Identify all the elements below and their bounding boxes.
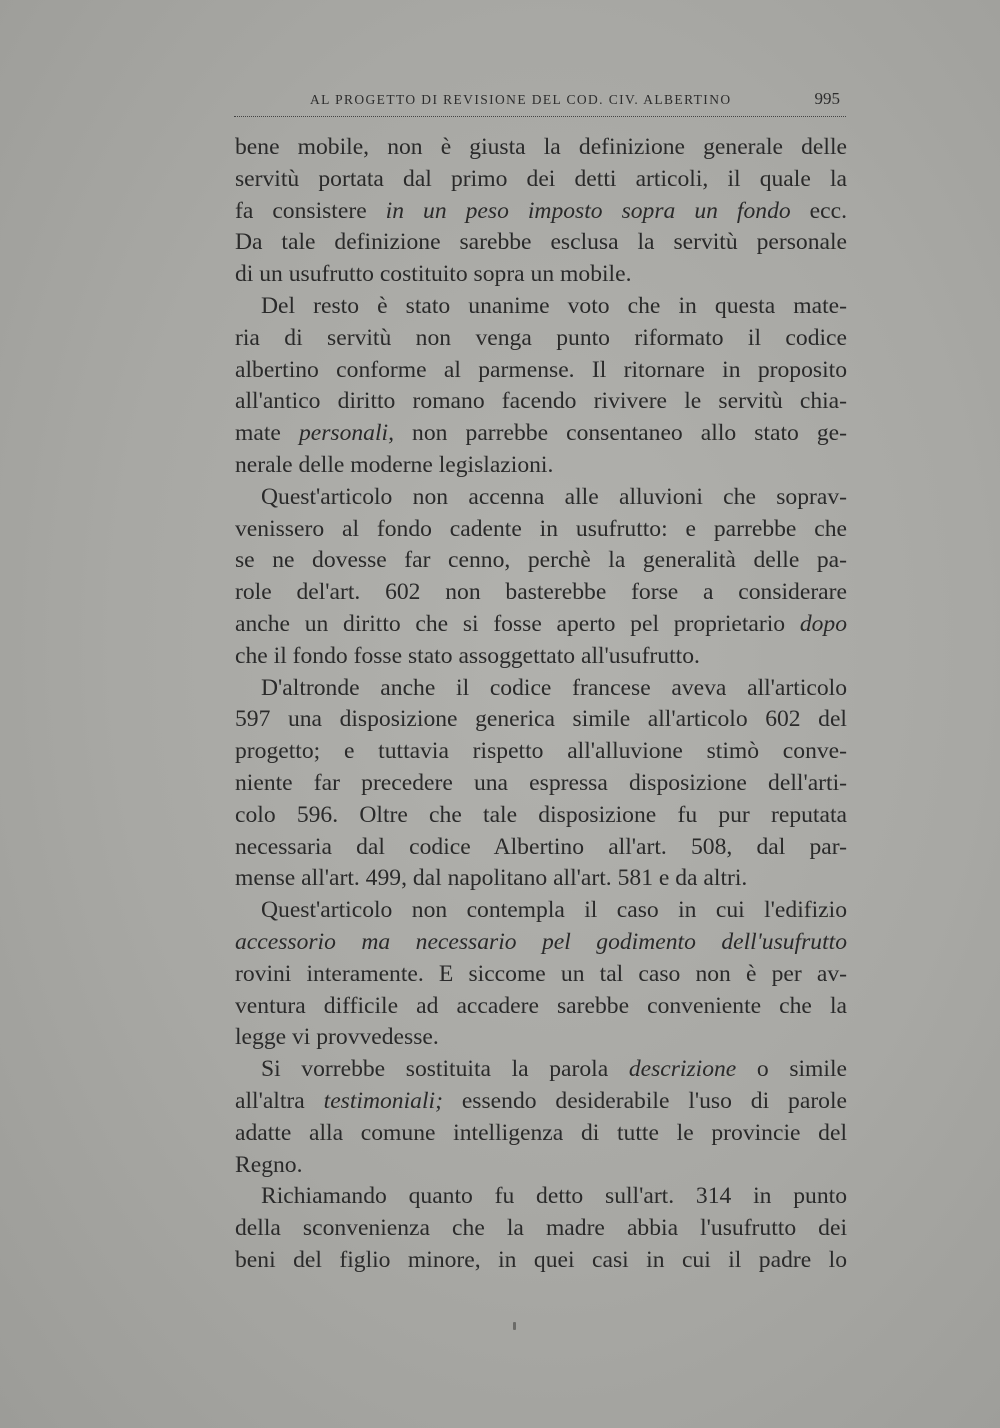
text-run: Da tale definizione sarebbe esclusa la servitù personale [235, 229, 847, 256]
text-run: nerale delle moderne legislazioni. [235, 451, 554, 478]
text-run: ecc. [790, 197, 847, 224]
ink-speck [513, 1322, 516, 1330]
text-line [235, 736, 847, 768]
text-run: essendo desiderabile l'uso di parole [442, 1087, 847, 1114]
text-line [235, 959, 847, 991]
italic-text: accessorio ma necessario pel godimento dell'usufrutto [235, 928, 847, 955]
text-run: albertino conforme al parmense. Il ritornare in proposito [235, 356, 847, 383]
page-number: 995 [814, 89, 840, 108]
body-text [235, 132, 847, 1277]
page-header [234, 90, 846, 117]
text-run: non parrebbe consentaneo allo stato ge- [393, 420, 848, 447]
text-line [235, 1181, 847, 1213]
italic-text: personali, [298, 420, 394, 447]
italic-text: dopo [799, 610, 847, 637]
text-line [235, 545, 847, 577]
text-run: all'altra [235, 1087, 324, 1114]
text-line [235, 259, 847, 291]
italic-text: descrizione [628, 1056, 737, 1083]
text-run: che il fondo fosse stato assoggettato all'usufrutto. [235, 642, 700, 669]
text-line [235, 323, 847, 355]
text-line [235, 927, 847, 959]
text-line [235, 1150, 847, 1182]
text-run: Richiamando quanto fu detto sull'art. 314 in punto [261, 1183, 847, 1210]
text-line [235, 673, 847, 705]
text-run: legge vi provvedesse. [235, 1024, 439, 1051]
text-line [235, 1213, 847, 1245]
text-line [235, 164, 847, 196]
italic-text: in un peso imposto sopra un fondo [385, 197, 791, 224]
text-run: Quest'articolo non accenna alle alluvioni che soprav- [261, 483, 847, 510]
text-line [235, 863, 847, 895]
text-run: Regno. [235, 1151, 303, 1178]
text-run: 597 una disposizione generica simile all'articolo 602 del [235, 706, 847, 733]
text-run: necessaria dal codice Albertino all'art. 508, dal par- [235, 833, 847, 860]
text-line [235, 577, 847, 609]
text-run: venissero al fondo cadente in usufrutto: e parrebbe che [235, 515, 847, 542]
text-run: D'altronde anche il codice francese aveva all'articolo [261, 674, 847, 701]
text-run: rovini interamente. E siccome un tal caso non è per av- [235, 960, 847, 987]
text-line [235, 196, 847, 228]
text-run: Si vorrebbe sostituita la parola [261, 1056, 629, 1083]
text-run: ventura difficile ad accadere sarebbe conveniente che la [235, 992, 847, 1019]
text-line [235, 704, 847, 736]
text-line [235, 1086, 847, 1118]
text-line [235, 355, 847, 387]
text-line [235, 1054, 847, 1086]
text-run: fa consistere [235, 197, 386, 224]
text-run: di un usufrutto costituito sopra un mobile. [235, 261, 632, 288]
text-line [235, 450, 847, 482]
text-run: role del'art. 602 non basterebbe forse a considerare [235, 579, 847, 606]
text-line [235, 1245, 847, 1277]
text-run: o simile [736, 1056, 847, 1083]
text-run: progetto; e tuttavia rispetto all'alluvione stimò conve- [235, 738, 847, 765]
text-run: niente far precedere una espressa disposizione dell'arti- [235, 769, 847, 796]
text-line [235, 482, 847, 514]
text-line [235, 800, 847, 832]
text-run: mense all'art. 499, dal napolitano all'art. 581 e da altri. [235, 865, 748, 892]
text-line [235, 991, 847, 1023]
text-run: bene mobile, non è giusta la definizione generale delle [235, 134, 847, 160]
italic-text: testimoniali; [323, 1087, 443, 1114]
text-line [235, 291, 847, 323]
text-run: della sconvenienza che la madre abbia l'usufrutto dei [235, 1215, 847, 1242]
text-line [235, 418, 847, 450]
text-line [235, 609, 847, 641]
text-line [235, 1022, 847, 1054]
text-line [235, 832, 847, 864]
text-line [235, 514, 847, 546]
text-line [235, 1118, 847, 1150]
running-head: AL PROGETTO DI REVISIONE DEL COD. CIV. ALBERTINO [310, 92, 732, 107]
text-run: all'antico diritto romano facendo rivivere le servitù chia- [235, 388, 847, 415]
text-line [235, 386, 847, 418]
text-line [235, 641, 847, 673]
text-line [235, 132, 847, 164]
text-run: servitù portata dal primo dei detti articoli, il quale la [235, 165, 847, 192]
text-line [235, 227, 847, 259]
text-line [235, 895, 847, 927]
text-run: Del resto è stato unanime voto che in questa mate- [261, 292, 847, 319]
text-run: mate [235, 420, 299, 447]
text-run: ria di servitù non venga punto riformato il codice [235, 324, 847, 351]
text-run: Quest'articolo non contempla il caso in cui l'edifizio [261, 897, 847, 924]
text-run: se ne dovesse far cenno, perchè la generalità delle pa- [235, 547, 847, 574]
text-run: colo 596. Oltre che tale disposizione fu pur reputata [235, 801, 847, 828]
text-run: adatte alla comune intelligenza di tutte le provincie del [235, 1119, 847, 1146]
text-run: anche un diritto che si fosse aperto pel proprietario [235, 610, 800, 637]
text-run: beni del figlio minore, in quei casi in cui il padre lo [235, 1246, 847, 1273]
text-line [235, 768, 847, 800]
